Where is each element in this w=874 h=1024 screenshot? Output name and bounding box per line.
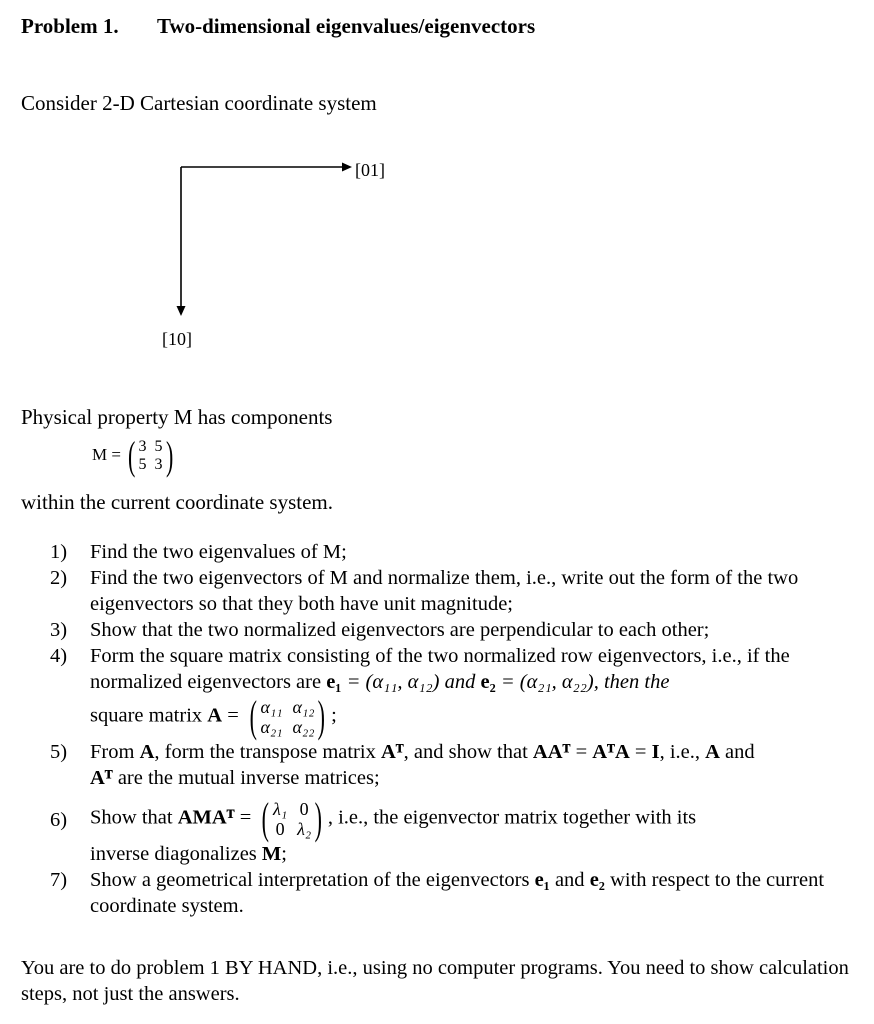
matrix-cell: 5 [154,438,163,455]
problem-heading: Two-dimensional eigenvalues/eigenvectors [157,14,536,38]
matrix-a: ( α₁₁ α₁₂ α₂₁ α₂₂ ) [249,692,326,741]
y-axis-arrowhead [177,306,186,316]
matrix-cell: 3 [154,456,163,473]
property-after-text: within the current coordinate system. [21,490,333,514]
intro-text: Consider 2-D Cartesian coordinate system [21,91,377,115]
closing-instructions: You are to do problem 1 BY HAND, i.e., using no computer programs. You need to show calculation steps, not just the answers. [21,957,849,1005]
matrix-cell: 5 [138,456,147,473]
task-item: 5) From A, form the transpose matrix Aᵀ, and show that AAᵀ = AᵀA = I, i.e., A and Aᵀ are the mutual inverse matrices; [50,741,755,789]
y-axis-label: [10] [162,329,192,349]
task-item: 7) Show a geometrical interpretation of the eigenvectors e₁ and e₂ with respect to the current coordinate system. [50,869,825,917]
task-item: 6) Show that AMAᵀ = ( λ₁ 0 0 λ₂ ) , i.e., the eigenvector matrix together with its inverse diagonalizes M; [50,794,697,865]
task-list [21,539,851,919]
task-item: 2) Find the two eigenvectors of M and normalize them, i.e., write out the form of the two eigenvectors so that they both have unit magnitude; [50,567,799,615]
task-item: 3) Show that the two normalized eigenvectors are perpendicular to each other; [50,619,710,641]
matrix-m-label: M = [92,444,121,464]
x-axis-label: [01] [355,160,385,180]
problem-number: Problem 1. [21,14,119,38]
coordinate-diagram [0,0,874,360]
matrix-m [92,433,176,478]
diagonal-matrix: ( λ₁ 0 0 λ₂ ) [262,794,323,843]
x-axis-arrowhead [342,163,352,172]
matrix-cell: 3 [138,438,147,455]
left-paren: ( [128,433,136,478]
right-paren: ) [165,433,173,478]
task-item: 1) Find the two eigenvalues of M; [50,541,347,563]
property-text: Physical property M has components [21,405,333,429]
task-item: 4) Form the square matrix consisting of the two normalized row eigenvectors, i.e., if the normalized eigenvectors are e₁ = (α₁₁, α₁₂) and e₂ = (α₂₁, α₂₂), then the square matrix A = ( α₁₁ α₁₂ α₂₁ α₂₂ ) ; [50,645,790,741]
